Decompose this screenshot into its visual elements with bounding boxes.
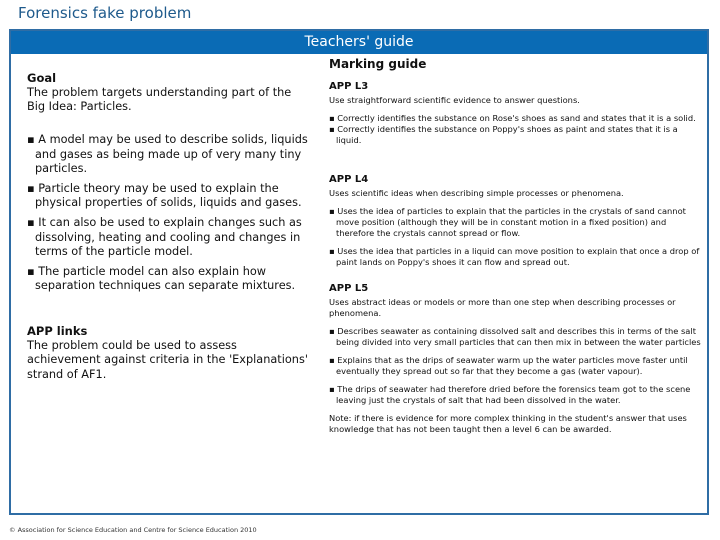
app-l5-title: APP L5	[329, 283, 369, 294]
list-item: ▪ It can also be used to explain changes such as dissolving, heating and cooling and changes in terms of the particle model.	[27, 215, 302, 259]
list-item: ▪ A model may be used to describe solids, liquids and gases as being made up of very many tiny particles.	[27, 133, 308, 176]
list-item: ▪ The particle model can also explain how separation techniques can separate mixtures.	[27, 264, 296, 293]
app-links-text: The problem could be used to assess achievement against criteria in the 'Explanations' strand of AF1.	[27, 338, 308, 381]
copyright-footer: © Association for Science Education and Centre for Science Education 2010	[9, 526, 257, 534]
app-l4-desc: Uses scientific ideas when describing simple processes or phenomena.	[329, 188, 624, 198]
list-item: ▪ Particle theory may be used to explain the physical properties of solids, liquids and gases.	[27, 181, 302, 210]
app-l3-desc: Use straightforward scientific evidence to answer questions.	[329, 95, 580, 105]
app-links-heading: APP links	[27, 324, 88, 338]
list-item: ▪ Uses the idea that particles in a liquid can move position to explain that once a drop of paint lands on Poppy's shoes it can flow and spread out.	[329, 246, 700, 267]
teachers-guide-panel	[9, 29, 709, 515]
list-item: ▪ Describes seawater as containing dissolved salt and describes this in terms of the salt being divided into very small particles that can then mix in between the water particles	[329, 326, 701, 347]
app-l3-section	[329, 81, 701, 146]
list-item: ▪ Explains that as the drips of seawater warm up the water particles move faster until eventually they spread out so far that they become a gas (water vapour).	[329, 355, 688, 376]
app-l4-title: APP L4	[329, 174, 369, 185]
app-l5-desc: Uses abstract ideas or models or more than one step when describing processes or phenomena.	[329, 297, 676, 318]
app-l3-title: APP L3	[329, 81, 369, 92]
list-item: ▪ The drips of seawater had therefore dried before the forensics team got to the scene leaving just the crystals of salt that had been dissolved in the water.	[329, 384, 691, 405]
goal-heading: Goal	[27, 71, 57, 85]
app-links-section	[27, 324, 309, 382]
goal-section	[27, 71, 309, 115]
goal-text: The problem targets understanding part of the Big Idea: Particles.	[27, 85, 292, 114]
page-title: Forensics fake problem	[18, 4, 192, 22]
app-l4-section	[329, 174, 701, 275]
particle-bullets	[27, 133, 309, 294]
marking-guide-heading: Marking guide	[329, 57, 427, 71]
panel-header: Teachers' guide	[11, 31, 707, 54]
list-item: ▪ Correctly identifies the substance on Poppy's shoes as paint and states that it is a liquid.	[329, 124, 678, 145]
list-item: ▪ Uses the idea of particles to explain that the particles in the crystals of sand cannot move position (although they will be in constant motion in a fixed position) and therefore the crystals cannot spread or flow.	[329, 206, 686, 238]
app-l5-section	[329, 283, 701, 435]
list-item: ▪ Correctly identifies the substance on Rose's shoes as sand and states that it is a solid.	[329, 113, 696, 123]
note-text: Note: if there is evidence for more complex thinking in the student's answer that uses knowledge that has not been taught then a level 6 can be awarded.	[329, 413, 687, 434]
